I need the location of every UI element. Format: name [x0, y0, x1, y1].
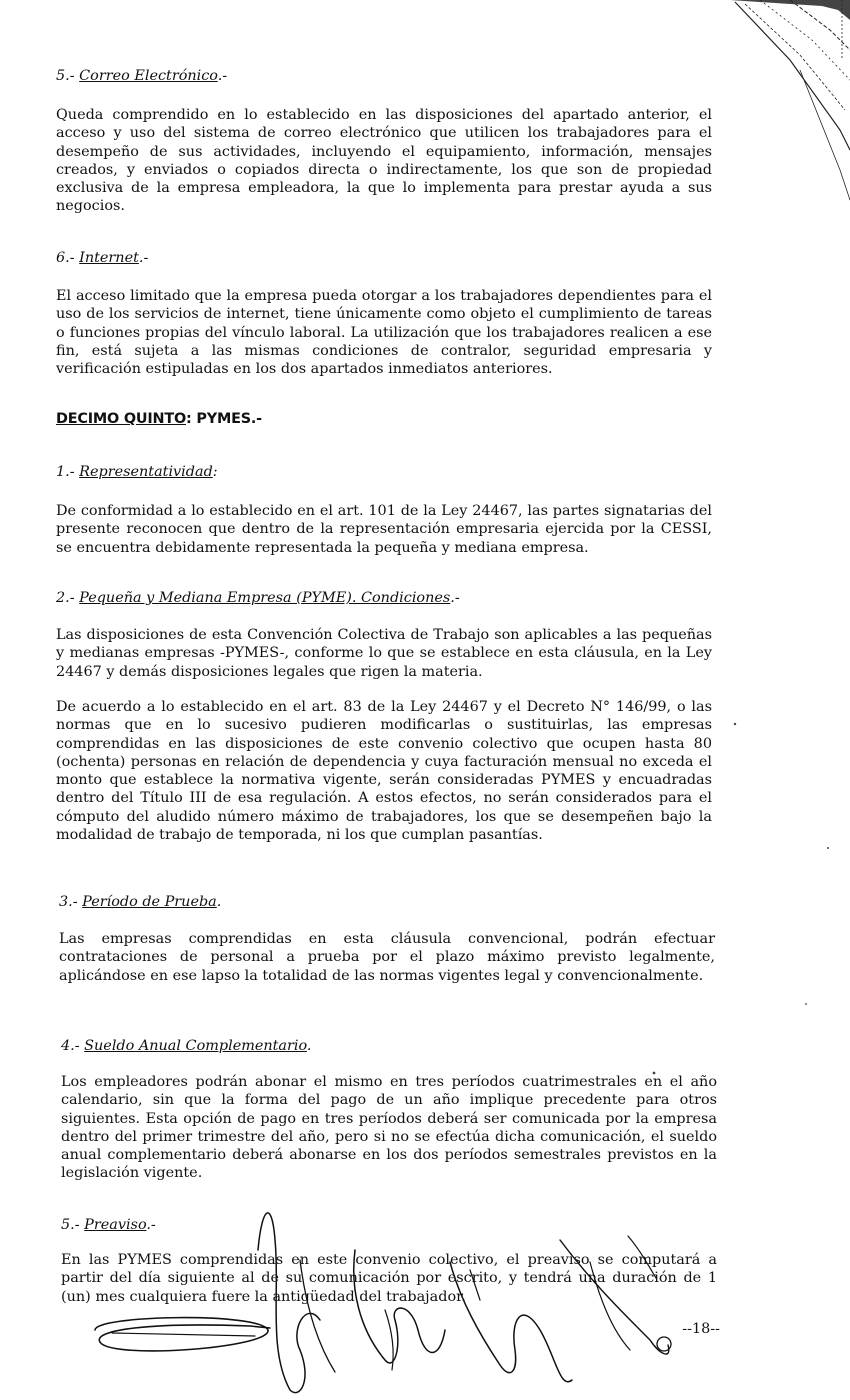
- heading-title: Período de Prueba: [82, 894, 217, 910]
- heading-title: Pequeña y Mediana Empresa (PYME). Condiciones: [79, 590, 451, 606]
- heading-suffix: :: [212, 464, 218, 480]
- paragraph-sac: Los empleadores podrán abonar el mismo en tres períodos cuatrimestrales en el año calendario, sin que la forma del pago de un año implique precedente para otros siguientes. Esta opción de pago en tres períodos deberá ser comunicada por la empresa dentro del primer trimestre del año, pero si no se efectúa dicha comunicación, el sueldo anual complementario deberá abonarse en los dos períodos semestrales previstos en la legislación vigente.: [61, 1074, 717, 1182]
- handwritten-signatures: [95, 1213, 671, 1393]
- heading-title: Sueldo Anual Complementario: [84, 1038, 307, 1054]
- heading-suffix: .: [216, 894, 222, 910]
- paragraph-periodo-prueba: Las empresas comprendidas en esta cláusula convencional, podrán efectuar contrataciones de personal a prueba por el plazo máximo previsto legalmente, aplicándose en ese lapso la totalidad de las normas vigentes legal y convencionalmente.: [59, 931, 715, 984]
- heading-suffix: .: [306, 1038, 312, 1054]
- heading-suffix: .-: [146, 1217, 156, 1233]
- heading-title: Preaviso: [84, 1217, 147, 1233]
- heading-title: Correo Electrónico: [79, 68, 218, 84]
- signature-middle: [354, 1250, 445, 1363]
- heading-suffix: .-: [450, 590, 460, 606]
- corner-fold-artifact: [730, 0, 850, 200]
- chapter-title-main: DECIMO QUINTO: [56, 411, 187, 427]
- paragraph-pyme-1: Las disposiciones de esta Convención Colectiva de Trabajo son aplicables a las pequeñas y medianas empresas -PYMES-, conforme lo que se establece en esta cláusula, en la Ley 24467 y demás disposiciones legales que rigen la materia.: [56, 627, 712, 680]
- heading-number: 2.-: [56, 590, 80, 606]
- signature-right: [450, 1262, 572, 1382]
- paragraph-internet: El acceso limitado que la empresa pueda otorgar a los trabajadores dependientes para el uso de los servicios de internet, tiene únicamente como objeto el cumplimiento de tareas o funciones propias del vínculo laboral. La utilización que los trabajadores realicen a ese fin, está sujeta a las mismas condiciones de contralor, seguridad empresaria y verificación estipuladas en los dos apartados inmediatos anteriores.: [56, 288, 712, 378]
- heading-suffix: .-: [217, 68, 228, 84]
- paragraph-pyme-2: De acuerdo a lo establecido en el art. 83 de la Ley 24467 y el Decreto N° 146/99, o las normas que en lo sucesivo pudieren modificarlas o sustituirlas, las empresas comprendidas en las disposiciones de este convenio colectivo que ocupen hasta 80 (ochenta) personas en relación de dependencia y cuya facturación mensual no exceda el monto que establece la normativa vigente, serán consideradas PYMES y encuadradas dentro del Título III de esa regulación. A estos efectos, no serán considerados para el cómputo del aludido número máximo de trabajadores, los que se desempeñen bajo la modalidad de trabajo de temporada, ni los que cumplan pasantías.: [56, 699, 712, 844]
- heading-number: 5.-: [56, 68, 80, 84]
- heading-number: 5.-: [61, 1217, 85, 1233]
- heading-title: Representatividad: [79, 464, 213, 480]
- heading-number: 4.-: [61, 1038, 85, 1054]
- heading-number: 1.-: [56, 464, 80, 480]
- chapter-title-sub: : PYMES.-: [186, 411, 262, 427]
- page-number: --18--: [682, 1321, 720, 1337]
- scan-specks: [653, 723, 829, 1075]
- heading-title: Internet: [79, 250, 139, 266]
- paragraph-representatividad: De conformidad a lo establecido en el art. 101 de la Ley 24467, las partes signatarias del presente reconocen que dentro de la representación empresaria ejercida por la CESSI, se encuentra debidamente representada la pequeña y mediana empresa.: [56, 503, 712, 556]
- heading-suffix: .-: [138, 250, 149, 266]
- heading-number: 3.-: [59, 894, 83, 910]
- paragraph-correo: Queda comprendido en lo establecido en las disposiciones del apartado anterior, el acceso y uso del sistema de correo electrónico que utilicen los trabajadores para el desempeño de sus actividades, incluyendo el equipamiento, información, mensajes creados, y enviados o copiados directa o indirectamente, los que son de propiedad exclusiva de la empresa empleadora, la que lo implementa para prestar ayuda a sus negocios.: [56, 107, 712, 215]
- heading-number: 6.-: [56, 250, 80, 266]
- signature-loop-left: [258, 1213, 320, 1393]
- paragraph-preaviso: En las PYMES comprendidas en este convenio colectivo, el preaviso se computará a partir del día siguiente al de su comunicación por escrito, y tendrá una duración de 1 (un) mes cualquiera fuere la antigüedad del trabajador.: [61, 1252, 717, 1305]
